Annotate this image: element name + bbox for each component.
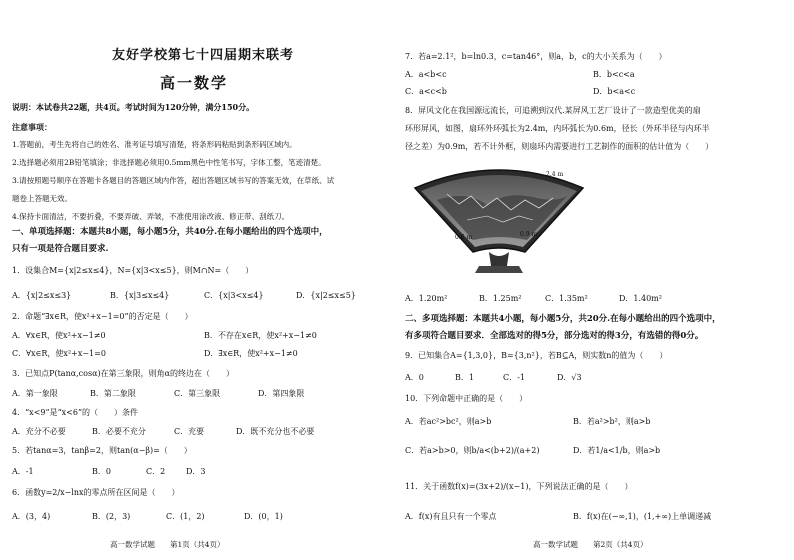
q10-stem: 10．下列命题中正确的是（ ） [405, 394, 528, 403]
q6-option-d: D．(0，1) [244, 512, 283, 521]
q8-option-b: B．1.25m² [479, 294, 522, 303]
q4-stem: 4．“x<9”是“x<6”的（ ）条件 [12, 408, 139, 417]
section1-heading-line1: 一、单项选择题：本题共8小题，每小题5分，共40分.在每小题给出的四个选项中， [12, 227, 328, 237]
subject-title: 高一数学 [160, 74, 229, 92]
q2-option-c: C．∀x∈R，使x²+x−1=0 [12, 349, 106, 358]
q11-option-a: A．f(x)有且只有一个零点 [405, 512, 497, 521]
q3-stem: 3．已知点P(tanα,cosα)在第三象限，则角α的终边在（ ） [12, 369, 235, 378]
q7-option-d: D．b<a<c [593, 87, 636, 96]
q4-option-c: C．充要 [174, 427, 205, 436]
q1-option-d: D．{x|2≤x≤5} [296, 291, 356, 300]
q7-stem: 7．若a=2.1²，b=ln0.3，c=tan46°，则a，b，c的大小关系为（ ） [405, 52, 667, 61]
note-3-cont: 题卷上答题无效。 [12, 194, 72, 203]
q5-stem: 5．若tanα=3，tanβ=2，则tan(α−β)=（ ） [12, 446, 192, 455]
q2-stem: 2．命题“∃x∈R，使x²+x−1=0”的否定是（ ） [12, 312, 193, 321]
note-3: 3.请按照题号顺序在答题卡各题目的答题区域内作答，超出答题区域书写的答案无效，在草纸、试 [12, 176, 335, 185]
q8-option-d: D．1.40m² [619, 294, 663, 303]
q6-option-a: A．(3，4) [12, 512, 51, 521]
q11-stem: 11．关于函数f(x)=(3x+2)/(x−1)，下列说法正确的是（ ） [405, 482, 633, 491]
q8-option-a: A．1.20m² [405, 294, 448, 303]
q5-option-a: A．-1 [12, 467, 34, 476]
q2-option-a: A．∀x∈R，使x²+x−1≠0 [12, 331, 106, 340]
fig-label-outer-arc: 2.4 m [546, 171, 564, 178]
q7-option-c: C．a<c<b [405, 87, 447, 96]
section2-heading-line2: 有多项符合题目要求．全部选对的得5分，部分选对的得3分，有选错的得0分。 [405, 331, 704, 341]
q5-option-c: C．2 [146, 467, 166, 476]
q8-line3: 径之差）为0.9m，若不计外框，则扇环内需要进行工艺制作的面积的估计值为（ ） [405, 142, 714, 151]
fig-label-width: 0.9 m [520, 231, 538, 238]
q3-option-d: D．第四象限 [258, 389, 305, 398]
section2-heading-line1: 二、多项选择题：本题共4小题，每小题5分，共20分.在每小题给出的四个选项中， [405, 314, 721, 324]
section1-heading-line2: 只有一项是符合题目要求. [12, 244, 109, 254]
school-title: 友好学校第七十四届期末联考 [112, 48, 295, 63]
q6-option-c: C．(1，2) [166, 512, 205, 521]
page1-footer: 高一数学试题 第1页（共4页） [110, 540, 225, 549]
q10-option-d: D．若1/a<1/b，则a>b [573, 446, 661, 455]
q4-option-b: B．必要不充分 [92, 427, 146, 436]
q8-line1: 8．屏风文化在我国源远流长，可追溯到汉代.某屏风工艺厂设计了一款造型优美的扇 [405, 106, 701, 115]
q11-option-b: B．f(x)在(−∞,1)，(1,+∞)上单调递减 [573, 512, 712, 521]
notes-heading: 注意事项： [12, 122, 52, 132]
q1-option-b: B．{x|3≤x≤4} [110, 291, 170, 300]
q10-option-a: A．若ac²>bc²，则a>b [405, 417, 492, 426]
q2-option-d: D．∃x∈R，使x²+x−1≠0 [204, 349, 298, 358]
page2-footer: 高一数学试题 第2页（共4页） [533, 540, 648, 549]
folding-screen-illustration [407, 160, 592, 278]
q9-option-a: A．0 [405, 373, 424, 382]
q5-option-b: B．0 [92, 467, 111, 476]
q2-option-b: B．不存在x∈R，使x²+x−1≠0 [204, 331, 317, 340]
q5-option-d: D．3 [186, 467, 206, 476]
q10-option-b: B．若a²>b²，则a>b [573, 417, 651, 426]
note-4: 4.保持卡面清洁，不要折叠，不要弄破、弄皱，不准使用涂改液、修正带、刮纸刀。 [12, 212, 290, 221]
q8-line2: 环形屏风，如图，扇环外环弧长为2.4m，内环弧长为0.6m，径长（外环半径与内环半 [405, 124, 710, 133]
exam-info: 说明：本试卷共22题，共4页。考试时间为120分钟，满分150分。 [12, 102, 255, 112]
q9-option-b: B．1 [455, 373, 474, 382]
fig-label-inner-arc: 0.6 m [455, 234, 473, 241]
q3-option-a: A．第一象限 [12, 389, 58, 398]
q9-stem: 9．已知集合A={1,3,0}，B={3,n²}，若B⊆A，则实数n的值为（ ） [405, 351, 668, 360]
q7-option-a: A．a<b<c [405, 70, 447, 79]
q6-option-b: B．(2，3) [92, 512, 131, 521]
q1-option-c: C．{x|3<x≤4} [204, 291, 264, 300]
note-1: 1.答题前，考生先将自己的姓名、准考证号填写清楚，将条形码粘贴到条形码区域内。 [12, 140, 297, 149]
q8-option-c: C．1.35m² [545, 294, 588, 303]
q7-option-b: B．b<c<a [593, 70, 635, 79]
exam-page-2 [397, 0, 794, 560]
q9-option-d: D．√3 [557, 373, 582, 382]
q9-option-c: C．-1 [503, 373, 525, 382]
q4-option-a: A．充分不必要 [12, 427, 66, 436]
q1-option-a: A．{x|2≤x≤3} [12, 291, 72, 300]
q3-option-c: C．第三象限 [174, 389, 221, 398]
q6-stem: 6．函数y=2/x−lnx的零点所在区间是（ ） [12, 488, 180, 497]
q4-option-d: D．既不充分也不必要 [236, 427, 315, 436]
q10-option-c: C．若a>b>0，则b/a<(b+2)/(a+2) [405, 446, 540, 455]
q1-stem: 1．设集合M={x|2≤x≤4}，N={x|3<x≤5}，则M∩N=（ ） [12, 266, 254, 275]
q3-option-b: B．第二象限 [90, 389, 136, 398]
note-2: 2.选择题必须用2B铅笔填涂；非选择题必须用0.5mm黑色中性笔书写，字体工整，笔迹清楚。 [12, 158, 326, 167]
